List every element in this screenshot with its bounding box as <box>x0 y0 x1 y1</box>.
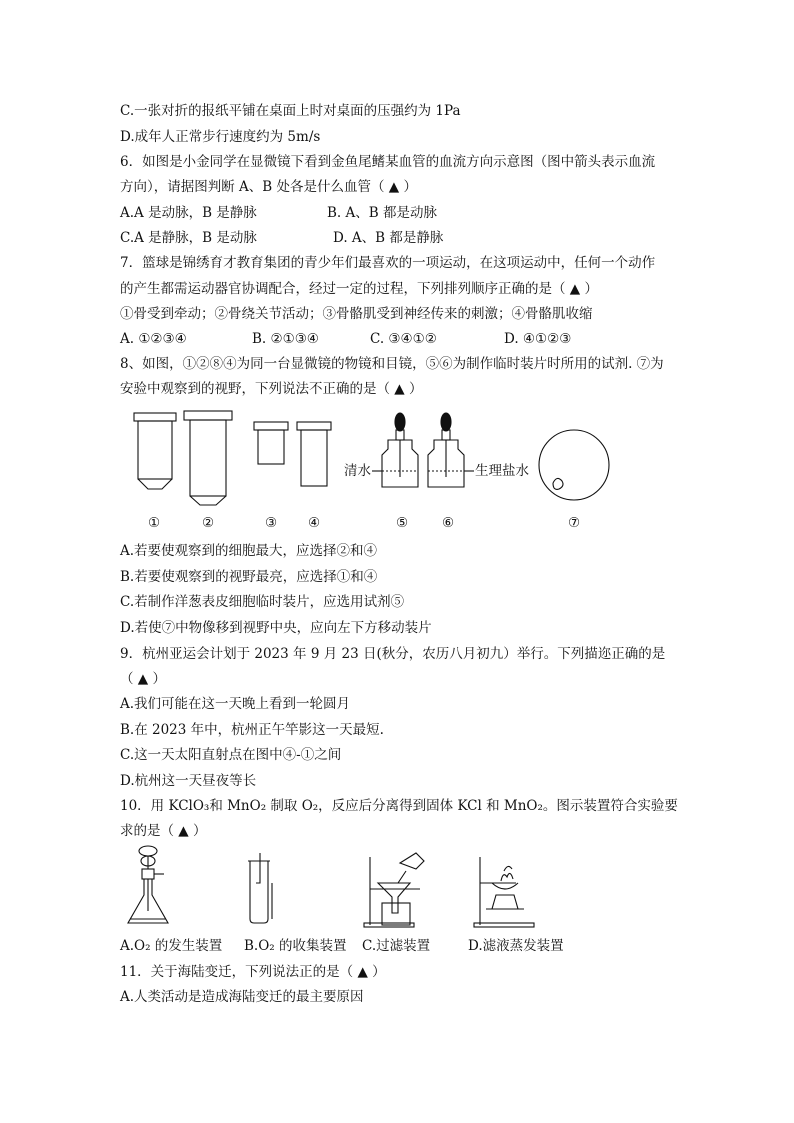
q9-option-b: B.在 2023 年中，杭州正午竿影这一天最短. <box>120 722 384 738</box>
q7-option-c: C. ③④①② <box>370 331 437 347</box>
figure-label-4: ④ <box>307 515 321 531</box>
option-d-line: D.成年人正常步行速度约为 5m/s <box>120 129 321 145</box>
q7-option-a: A. ①②③④ <box>120 331 187 347</box>
q10-option-d: D.滤液蒸发装置 <box>468 938 564 954</box>
water-label: 清水 <box>344 463 371 479</box>
q9-option-d: D.杭州这一天昼夜等长 <box>120 773 257 789</box>
evaporation-apparatus-icon <box>474 857 534 927</box>
q6-option-a: A.A 是动脉，B 是静脉 <box>120 205 257 221</box>
question-8-figure <box>120 405 640 535</box>
q10-option-b: B.O₂ 的收集装置 <box>244 938 347 954</box>
q9-option-c: C.这一天太阳直射点在图中④-①之间 <box>120 747 342 763</box>
q8-option-a: A.若要使观察到的细胞最大，应选择②和④ <box>120 543 378 559</box>
water-dropper-bottle-icon <box>382 413 418 487</box>
question-6-stem: 6．如图是小金同学在显微镜下看到金鱼尾鳍某血管的血流方向示意图（图中箭头表示血流 <box>120 154 656 170</box>
figure-label-5: ⑤ <box>395 515 409 531</box>
figure-label-7: ⑦ <box>567 515 581 531</box>
eyepiece-3-icon <box>254 422 288 464</box>
figure-label-1: ① <box>147 515 161 531</box>
question-9-stem: 9．杭州亚运会计划于 2023 年 9 月 23 日(秋分，农历八月初九）举行。下列描迩正确的是 <box>120 646 666 662</box>
question-7-steps: ①骨受到牵动；②骨绕关节活动；③骨骼肌受到神经传来的刺激；④骨骼肌收缩 <box>120 306 593 322</box>
q6-option-c: C.A 是静脉，B 是动脉 <box>120 230 257 246</box>
question-7-stem-cont: 的产生都需运动器官协调配合，经过一定的过程，下列排列顺序正确的是（ ▲ ） <box>120 281 598 297</box>
figure-label-6: ⑥ <box>441 515 455 531</box>
saline-label: 生理盐水 <box>475 463 529 479</box>
gas-generation-apparatus-icon <box>128 846 168 923</box>
question-11-stem: 11．关于海陆变迁，下列说法正的是（ ▲ ） <box>120 964 386 980</box>
q10-option-a: A.O₂ 的发生装置 <box>120 938 223 954</box>
figure-label-3: ③ <box>264 515 278 531</box>
question-10-stem: 10．用 KClO₃和 MnO₂ 制取 O₂，反应后分离得到固体 KCl 和 MnO₂。图示装置符合实验要 <box>120 798 678 814</box>
q6-option-b: B. A、B 都是动脉 <box>327 205 437 221</box>
question-9-stem-cont: （ ▲ ） <box>120 671 166 687</box>
q8-option-b: B.若要使观察到的视野最亮，应选择①和④ <box>120 569 378 585</box>
question-7-stem: 7．篮球是锦绣育才教育集团的青少年们最喜欢的一项运动，在这项运动中，任何一个动作 <box>120 255 656 271</box>
figure-label-2: ② <box>201 515 215 531</box>
question-8-stem: 8、如图，①②⑧④为同一台显微镜的物镜和目镜，⑤⑥为制作临时装片时所用的试剂. ⑦为 <box>120 356 664 372</box>
objective-lens-2-icon <box>184 411 232 505</box>
microscope-view-icon <box>539 430 609 500</box>
filtration-apparatus-icon <box>364 853 424 927</box>
q10-option-c: C.过滤装置 <box>362 938 431 954</box>
q8-option-d: D.若使⑦中物像移到视野中央，应向左下方移动装片 <box>120 620 432 636</box>
q6-option-d: D. A、B 都是静脉 <box>333 230 444 246</box>
q9-option-a: A.我们可能在这一天晚上看到一轮圆月 <box>120 696 351 712</box>
option-c-line: C.一张对折的报纸平铺在桌面上时对桌面的压强约为 1Pa <box>120 103 461 119</box>
question-8-stem-cont: 安验中观察到的视野，下列说法不正确的是（ ▲ ） <box>120 381 423 397</box>
q8-option-c: C.若制作洋葱表皮细胞临时装片，应选用试剂⑤ <box>120 594 405 610</box>
eyepiece-4-icon <box>297 422 331 486</box>
question-10-stem-cont: 求的是（ ▲ ） <box>120 823 207 839</box>
question-10-figure <box>120 843 560 933</box>
q7-option-d: D. ④①②③ <box>504 331 572 347</box>
q11-option-a: A.人类活动是造成海陆变迁的最主要原因 <box>120 989 364 1005</box>
saline-dropper-bottle-icon <box>428 413 464 487</box>
objective-lens-1-icon <box>134 413 176 489</box>
q7-option-b: B. ②①③④ <box>252 331 319 347</box>
question-6-stem-cont: 方向），请据图判断 A、B 处各是什么血管（ ▲ ） <box>120 179 417 195</box>
gas-collection-apparatus-icon <box>248 853 272 923</box>
